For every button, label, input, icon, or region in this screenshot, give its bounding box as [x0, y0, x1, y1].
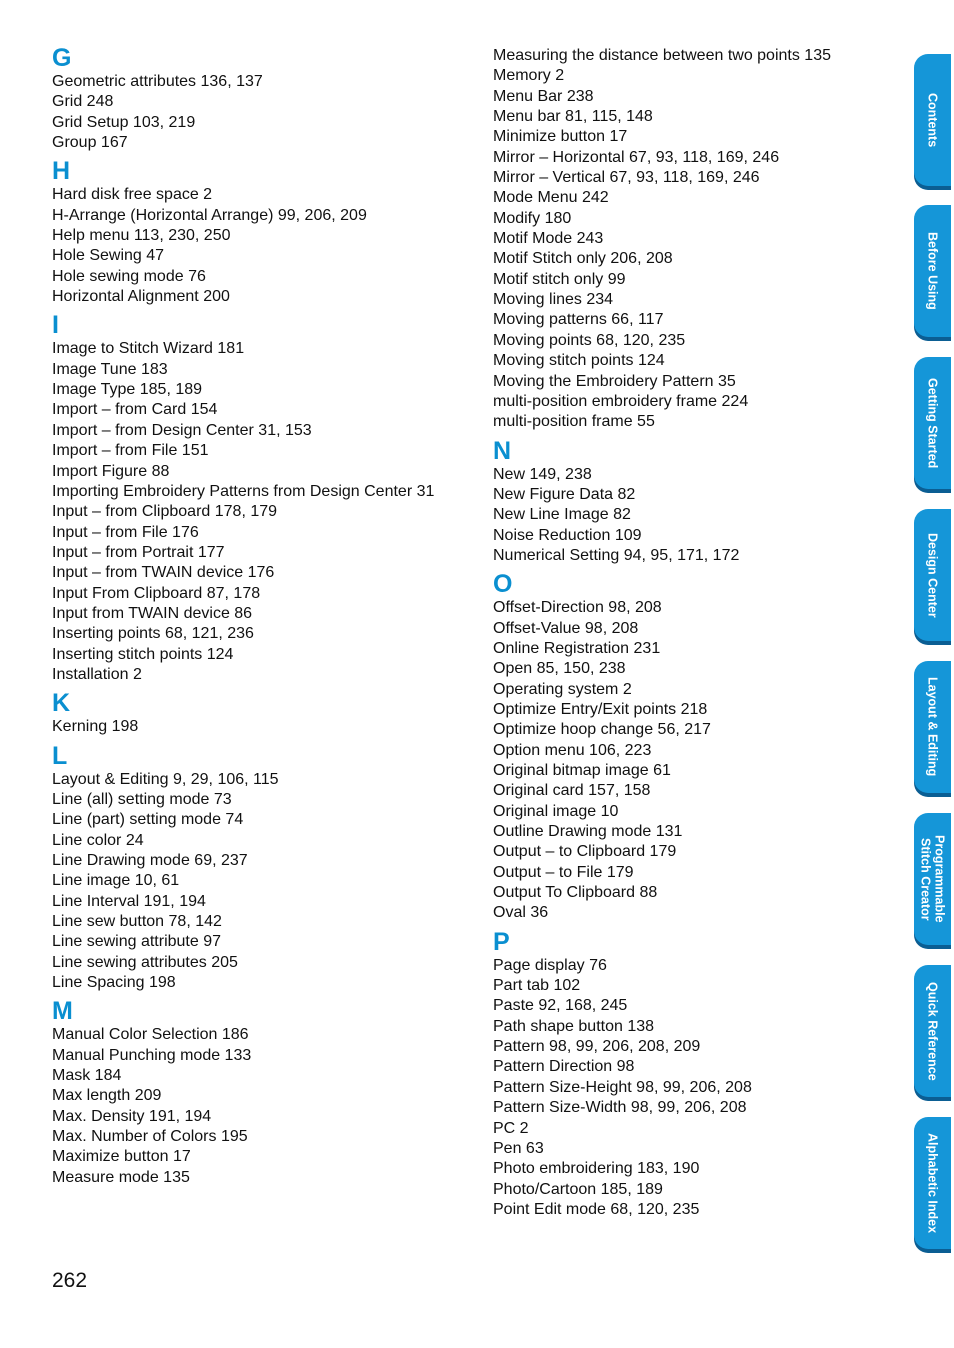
index-entry: Maximize button 17 — [52, 1148, 191, 1166]
index-entry: Import – from File 151 — [52, 442, 209, 460]
index-section-i — [52, 311, 472, 685]
index-entry: Motif stitch only 99 — [493, 270, 626, 288]
index-entry: Line color 24 — [52, 831, 144, 849]
tab-getting-started[interactable] — [914, 357, 951, 489]
index-entry: Operating system 2 — [493, 680, 632, 698]
index-section-o — [493, 570, 903, 924]
index-entry: Option menu 106, 223 — [493, 741, 652, 759]
index-entry: Installation 2 — [52, 665, 142, 683]
index-entry: Input – from TWAIN device 176 — [52, 564, 275, 582]
tab-alphabetic-index[interactable] — [914, 1117, 951, 1249]
index-entry: Import – from Card 154 — [52, 401, 218, 419]
index-entry: Original bitmap image 61 — [493, 762, 671, 779]
index-section-h — [52, 157, 472, 307]
index-entry: Noise Reduction 109 — [493, 526, 642, 544]
index-entry: Input – from Clipboard 178, 179 — [52, 503, 278, 521]
index-entry: Help menu 113, 230, 250 — [52, 227, 231, 245]
tab-before-using[interactable] — [914, 205, 951, 337]
tab-layout-editing[interactable] — [914, 661, 951, 793]
section-letter-heading: K — [52, 689, 71, 718]
index-entry: Moving patterns 66, 117 — [493, 311, 664, 329]
tab-label: Getting Started — [925, 377, 940, 469]
index-entry: Output – to Clipboard 179 — [493, 843, 677, 861]
index-entry: Numerical Setting 94, 95, 171, 172 — [493, 546, 740, 564]
index-entry: Import – from Design Center 31, 153 — [52, 421, 312, 439]
index-entry: New Line Image 82 — [493, 506, 631, 524]
index-entry: Line (all) setting mode 73 — [52, 790, 232, 808]
tab-quick-reference[interactable] — [914, 965, 951, 1097]
index-entry: Point Edit mode 68, 120, 235 — [493, 1200, 700, 1218]
index-entry: Manual Punching mode 133 — [52, 1046, 252, 1064]
index-entry: Minimize button 17 — [493, 128, 628, 146]
index-entry: Mirror – Horizontal 67, 93, 118, 169, 246 — [493, 148, 780, 166]
index-entry: Layout & Editing 9, 29, 106, 115 — [52, 770, 279, 788]
index-entry: Menu bar 81, 115, 148 — [493, 108, 653, 126]
index-entry: Input – from Portrait 177 — [52, 543, 225, 561]
index-entry: Moving points 68, 120, 235 — [493, 331, 686, 349]
index-entry: Motif Stitch only 206, 208 — [493, 250, 673, 268]
tab-label: Programmable Stitch Creator — [918, 835, 947, 923]
section-letter-heading: H — [52, 157, 71, 186]
index-entry: Max length 209 — [52, 1087, 162, 1105]
index-section-g — [52, 44, 472, 153]
index-entry: Offset-Direction 98, 208 — [493, 599, 662, 617]
index-entry: Paste 92, 168, 245 — [493, 997, 628, 1015]
index-entry: Line Spacing 198 — [52, 974, 176, 992]
index-entry: Measure mode 135 — [52, 1168, 190, 1186]
index-entry: Input from TWAIN device 86 — [52, 604, 253, 622]
index-entry: Optimize Entry/Exit points 218 — [493, 700, 708, 718]
section-letter-heading: N — [493, 436, 512, 465]
index-entry: Original card 157, 158 — [493, 782, 651, 800]
tab-programmable-stitch-creator[interactable] — [914, 813, 951, 945]
index-section-n — [493, 437, 903, 567]
index-entry: Pen 63 — [493, 1139, 544, 1157]
tab-label: Quick Reference — [925, 981, 940, 1081]
section-letter-heading: O — [493, 570, 513, 599]
tab-design-center[interactable] — [914, 509, 951, 641]
tab-label: Layout & Editing — [925, 677, 940, 777]
page-number: 262 — [52, 1269, 88, 1292]
index-entry: Mask 184 — [52, 1067, 122, 1085]
index-entry: Horizontal Alignment 200 — [52, 288, 230, 306]
index-entry: Moving the Embroidery Pattern 35 — [493, 372, 736, 390]
index-entry: Line (part) setting mode 74 — [52, 811, 244, 829]
index-entry: New 149, 238 — [493, 465, 592, 483]
index-entry: Image Type 185, 189 — [52, 381, 203, 399]
index-section-continued — [493, 46, 903, 433]
index-entry: Line Interval 191, 194 — [52, 892, 206, 910]
index-entry: Path shape button 138 — [493, 1017, 655, 1035]
tab-label: Contents — [925, 92, 940, 148]
index-entry: Pattern Direction 98 — [493, 1058, 635, 1076]
index-entry: Moving stitch points 124 — [493, 352, 665, 370]
index-entry: Open 85, 150, 238 — [493, 660, 626, 678]
tab-label: Alphabetic Index — [925, 1132, 940, 1234]
tab-label: Before Using — [925, 232, 940, 310]
index-entry: Grid Setup 103, 219 — [52, 113, 196, 131]
index-entry: Measuring the distance between two points 135 — [493, 47, 831, 64]
index-entry: Max. Number of Colors 195 — [52, 1128, 248, 1146]
index-entry: Manual Color Selection 186 — [52, 1026, 249, 1044]
index-entry: multi-position frame 55 — [493, 413, 655, 431]
index-entry: Kerning 198 — [52, 718, 139, 736]
index-entry: Inserting points 68, 121, 236 — [52, 625, 254, 643]
index-entry: Optimize hoop change 56, 217 — [493, 721, 711, 739]
index-entry: Group 167 — [52, 134, 128, 152]
index-entry: PC 2 — [493, 1119, 529, 1137]
index-entry: Outline Drawing mode 131 — [493, 823, 683, 841]
index-entry: Input From Clipboard 87, 178 — [52, 584, 261, 602]
index-entry: Online Registration 231 — [493, 639, 661, 657]
index-entry: Page display 76 — [493, 956, 607, 974]
index-entry: Line Drawing mode 69, 237 — [52, 852, 248, 869]
index-section-m — [52, 997, 472, 1188]
index-section-k — [52, 689, 472, 737]
index-entry: Memory 2 — [493, 67, 565, 85]
index-entry: Menu Bar 238 — [493, 87, 594, 105]
index-entry: Inserting stitch points 124 — [52, 645, 234, 663]
index-entry: Output To Clipboard 88 — [493, 884, 658, 902]
tab-label: Design Center — [925, 532, 940, 618]
index-entry: Moving lines 234 — [493, 291, 614, 309]
index-entry: Geometric attributes 136, 137 — [52, 73, 263, 90]
index-entry: Image Tune 183 — [52, 360, 168, 378]
index-entry: Pattern 98, 99, 206, 208, 209 — [493, 1038, 701, 1056]
index-entry: multi-position embroidery frame 224 — [493, 392, 749, 410]
index-entry: Grid 248 — [52, 93, 114, 111]
index-entry: Line sewing attributes 205 — [52, 953, 238, 971]
index-entry: H-Arrange (Horizontal Arrange) 99, 206, 209 — [52, 206, 367, 224]
index-entry: Hard disk free space 2 — [52, 186, 213, 204]
section-letter-heading: I — [52, 311, 59, 340]
index-section-l — [52, 742, 472, 994]
index-entry: Line sewing attribute 97 — [52, 933, 221, 951]
index-entry: Oval 36 — [493, 904, 549, 922]
index-entry: New Figure Data 82 — [493, 485, 636, 503]
index-entry: Output – to File 179 — [493, 863, 634, 881]
index-entry: Line image 10, 61 — [52, 872, 180, 890]
index-entry: Photo embroidering 183, 190 — [493, 1160, 700, 1178]
index-entry: Importing Embroidery Patterns from Design Center 31 — [52, 482, 435, 500]
index-entry: Import Figure 88 — [52, 462, 170, 480]
index-entry: Mirror – Vertical 67, 93, 118, 169, 246 — [493, 169, 760, 187]
index-section-p — [493, 928, 903, 1220]
index-column-right — [493, 44, 903, 1220]
index-entry: Mode Menu 242 — [493, 189, 609, 207]
tab-contents[interactable] — [914, 54, 951, 186]
section-letter-heading: G — [52, 44, 72, 72]
index-entry: Pattern Size-Width 98, 99, 206, 208 — [493, 1099, 747, 1117]
index-entry: Input – from File 176 — [52, 523, 199, 541]
index-entry: Offset-Value 98, 208 — [493, 619, 639, 637]
index-entry: Part tab 102 — [493, 977, 581, 995]
section-letter-heading: M — [52, 997, 73, 1026]
index-entry: Photo/Cartoon 185, 189 — [493, 1180, 663, 1198]
index-entry: Hole sewing mode 76 — [52, 267, 206, 285]
index-entry: Line sew button 78, 142 — [52, 913, 222, 931]
section-letter-heading: L — [52, 741, 68, 770]
index-entry: Modify 180 — [493, 209, 572, 227]
index-entry: Original image 10 — [493, 802, 619, 820]
index-entry: Max. Density 191, 194 — [52, 1107, 212, 1125]
index-entry: Hole Sewing 47 — [52, 247, 165, 265]
index-column-left — [52, 44, 472, 1188]
index-entry: Motif Mode 243 — [493, 230, 604, 248]
index-entry: Pattern Size-Height 98, 99, 206, 208 — [493, 1078, 752, 1096]
index-entry: Image to Stitch Wizard 181 — [52, 340, 245, 358]
section-letter-heading: P — [493, 927, 510, 956]
